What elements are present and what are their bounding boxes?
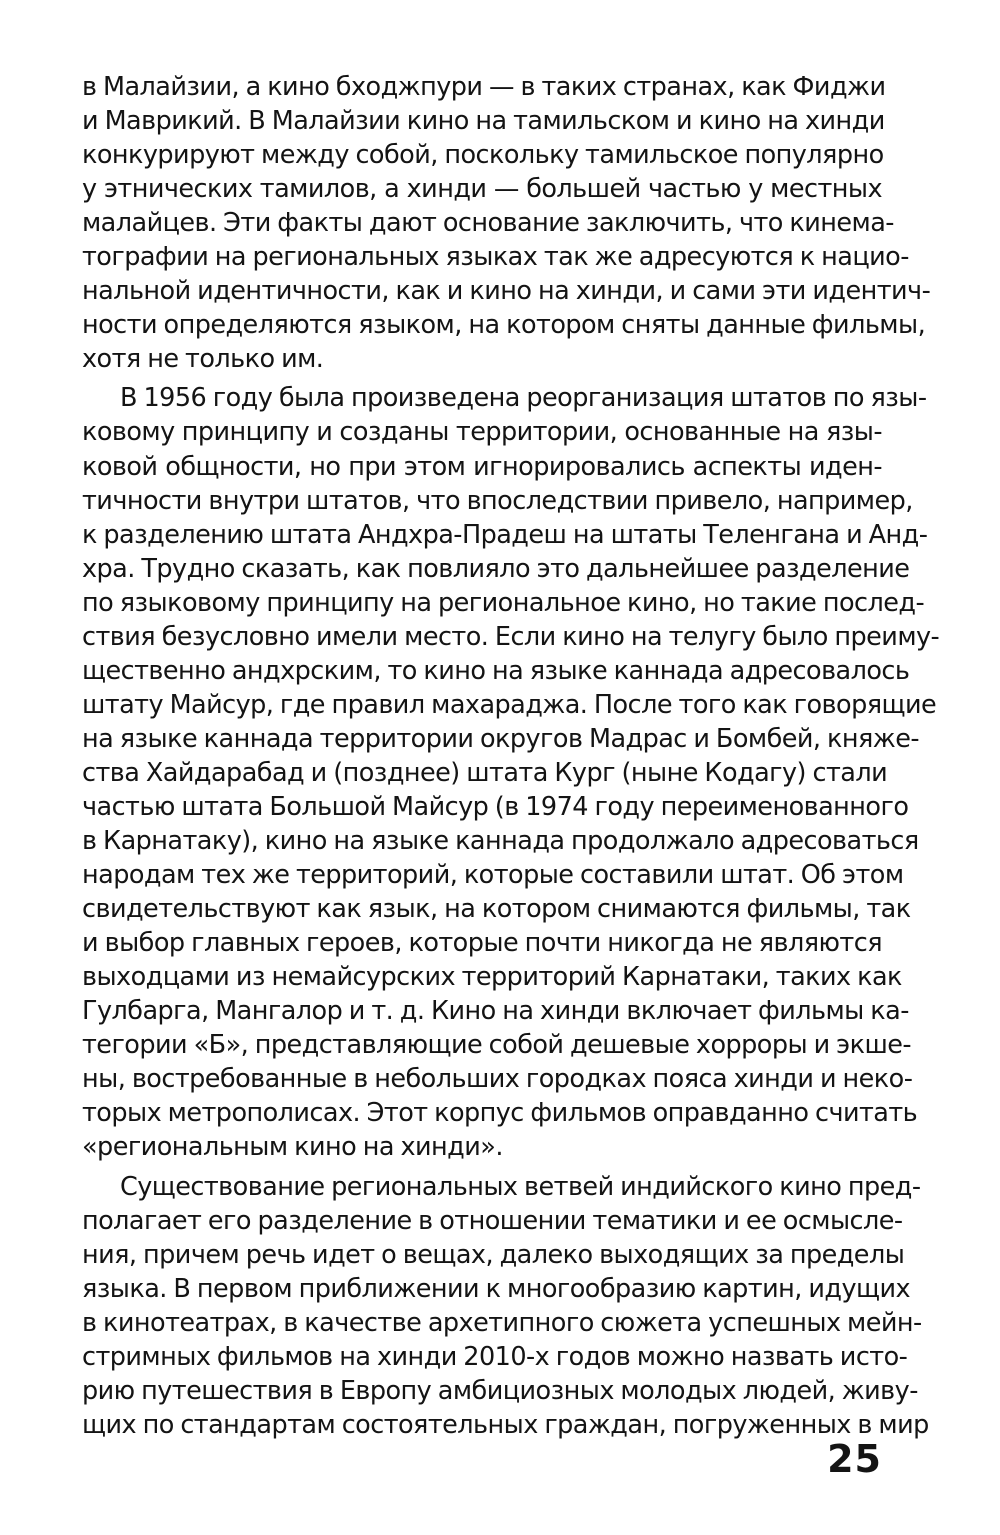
text-line: малайцев. Эти факты дают основание заключить, что кинема- (82, 208, 894, 239)
text-line: тегории «Б», представляющие собой дешевые хорроры и экше- (82, 1030, 912, 1061)
text-line: рию путешествия в Европу амбициозных молодых людей, живу- (82, 1375, 918, 1406)
paragraph-3 (82, 1170, 929, 1442)
text-line: В 1956 году была произведена реорганизация штатов по язы- (120, 383, 927, 414)
text-line: в Малайзии, а кино бходжпури — в таких странах, как Фиджи (82, 72, 886, 102)
text-line: хра. Трудно сказать, как повлияло это дальнейшее разделение (82, 553, 910, 584)
body-text (82, 70, 940, 1442)
text-line: ства Хайдарабад и (позднее) штата Кург (ныне Кодагу) стали (82, 757, 888, 788)
text-line: ности определяются языком, на котором сняты данные фильмы, (82, 310, 926, 341)
text-line: тографии на региональных языках так же адресуются к нацио- (82, 242, 909, 273)
text-line: ны, востребованные в небольших городках пояса хинди и неко- (82, 1064, 913, 1095)
text-line: народам тех же территорий, которые составили штат. Об этом (82, 860, 904, 891)
text-line: торых метрополисах. Этот корпус фильмов оправданно считать (82, 1098, 918, 1129)
text-line: ковой общности, но при этом игнорировались аспекты иден- (82, 451, 882, 482)
text-line: штату Майсур, где правил махараджа. После того как говорящие (82, 689, 937, 720)
text-line: по языковому принципу на региональное кино, но такие послед- (82, 587, 925, 618)
text-line: в кинотеатрах, в качестве архетипного сюжета успешных мейн- (82, 1307, 922, 1338)
text-line: тичности внутри штатов, что впоследствии привело, например, (82, 485, 913, 516)
text-line: Гулбарга, Мангалор и т. д. Кино на хинди включает фильмы ка- (82, 996, 909, 1027)
text-line: и Маврикий. В Малайзии кино на тамильском и кино на хинди (82, 106, 885, 137)
text-line: ствия безусловно имели место. Если кино на телугу было преиму- (82, 621, 940, 652)
text-line: «региональным кино на хинди». (82, 1132, 503, 1163)
text-line: конкурируют между собой, поскольку тамильское популярно (82, 140, 884, 171)
text-line: свидетельствуют как язык, на котором снимаются фильмы, так (82, 894, 911, 925)
paragraph-2 (82, 381, 940, 1164)
paragraph-1 (82, 70, 931, 376)
text-line: ковому принципу и созданы территории, основанные на язы- (82, 417, 882, 448)
text-line: у этнических тамилов, а хинди — большей частью у местных (82, 174, 882, 205)
text-line: нальной идентичности, как и кино на хинди, и сами эти идентич- (82, 276, 931, 307)
text-line: щественно андхрским, то кино на языке каннада адресовалось (82, 655, 910, 686)
text-line: хотя не только им. (82, 344, 324, 375)
text-line: ния, причем речь идет о вещах, далеко выходящих за пределы (82, 1239, 905, 1270)
text-line: в Карнатаку), кино на языке каннада продолжало адресоваться (82, 826, 919, 857)
text-line: на языке каннада территории округов Мадрас и Бомбей, княже- (82, 723, 920, 754)
text-line: щих по стандартам состоятельных граждан, погруженных в мир (82, 1409, 929, 1440)
text-line: Существование региональных ветвей индийского кино пред- (120, 1171, 921, 1202)
text-line: выходцами из немайсурских территорий Карнатаки, таких как (82, 962, 902, 993)
text-line: частью штата Большой Майсур (в 1974 году переименованного (82, 791, 909, 822)
text-line: стримных фильмов на хинди 2010-х годов можно назвать исто- (82, 1341, 908, 1372)
page-number: 25 (827, 1437, 882, 1481)
text-line: к разделению штата Андхра-Прадеш на штаты Теленгана и Анд- (82, 519, 928, 550)
text-line: и выбор главных героев, которые почти никогда не являются (82, 928, 882, 959)
text-line: полагает его разделение в отношении тематики и ее осмысле- (82, 1205, 903, 1236)
text-line: языка. В первом приближении к многообразию картин, идущих (82, 1273, 911, 1304)
